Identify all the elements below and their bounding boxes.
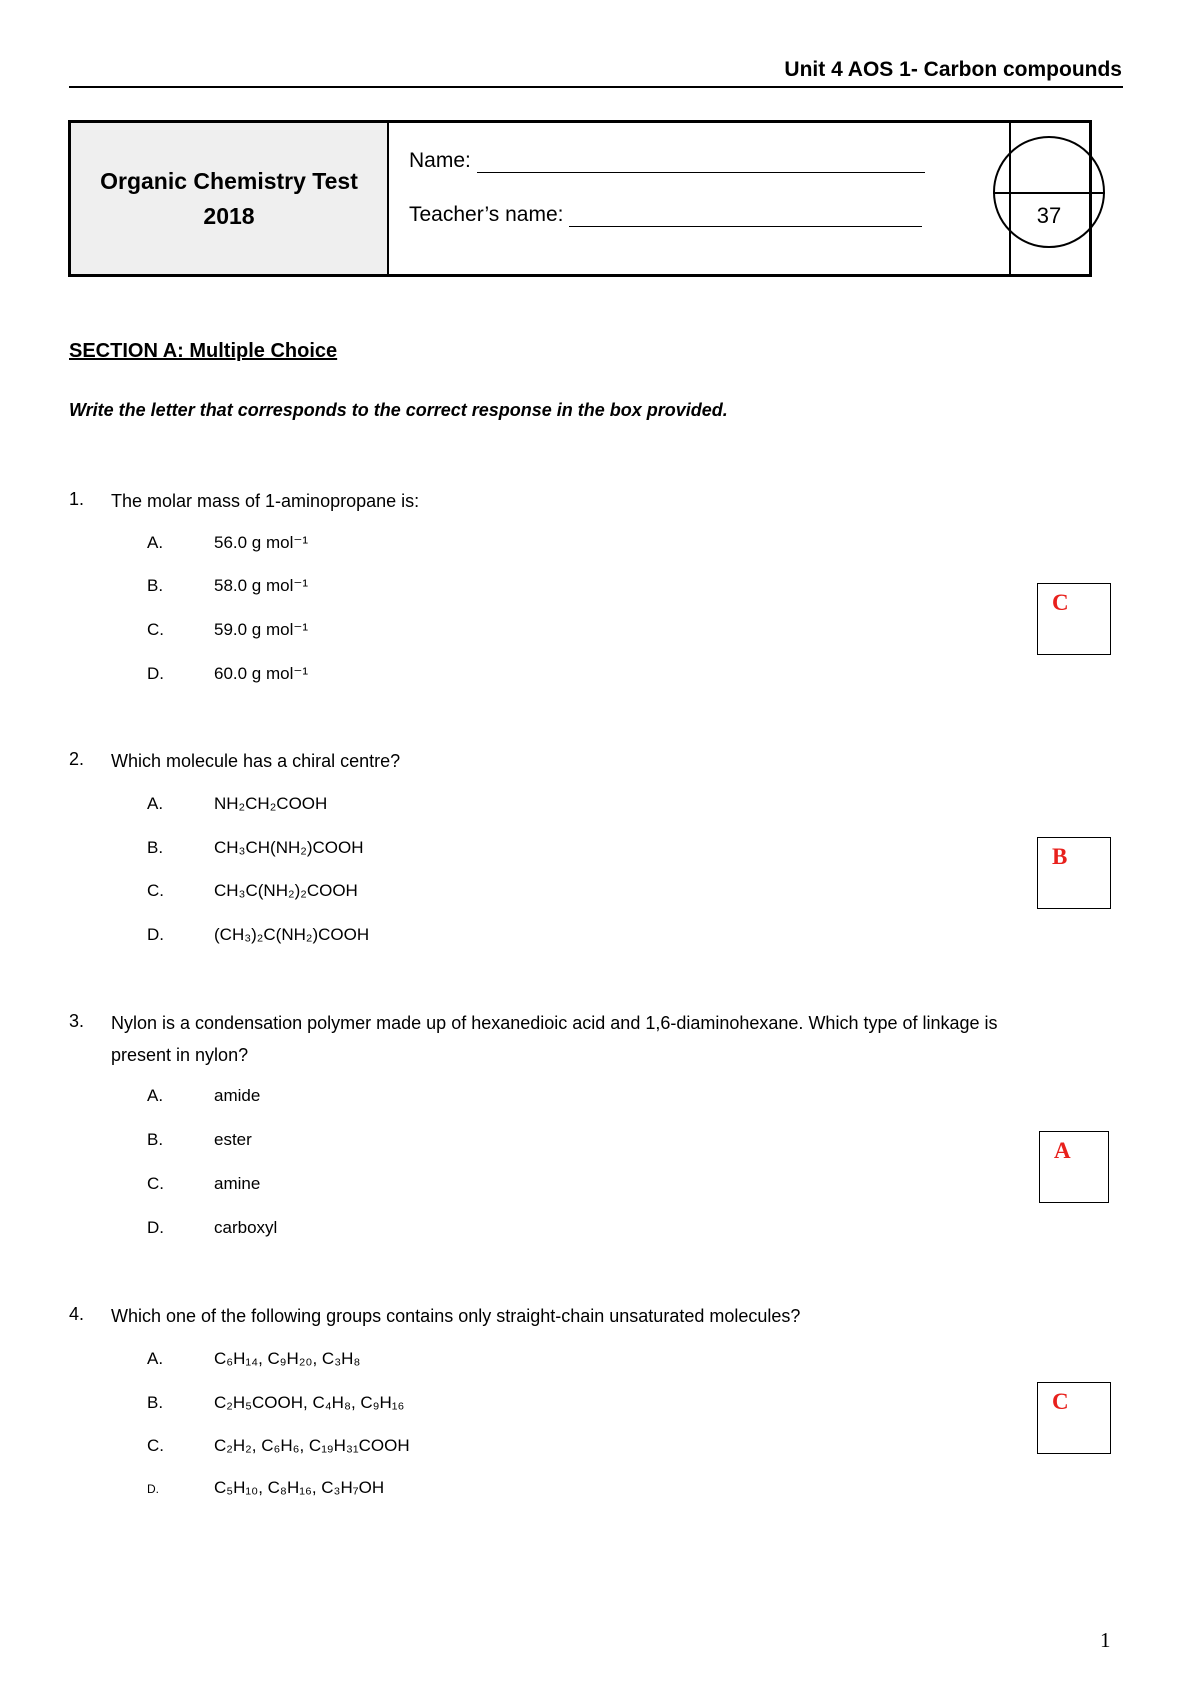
section-heading: SECTION A: Multiple Choice [69,340,338,362]
q1-option-a-text: 56.0 g mol⁻¹ [214,533,309,552]
question-1-text: The molar mass of 1-aminopropane is: [111,491,420,511]
q3-option-c-letter: C. [147,1174,164,1193]
teacher-label: Teacher’s name: [409,203,564,226]
q2-option-c-letter: C. [147,881,164,900]
q1-option-c-letter: C. [147,620,164,639]
q4-option-d-text: C₅H₁₀, C₈H₁₆, C₃H₇OH [214,1478,385,1497]
test-title-line1: Organic Chemistry Test [100,167,358,194]
q2-option-a-text: NH₂CH₂COOH [214,794,328,813]
q3-option-b-text: ester [214,1130,252,1149]
q4-option-a-letter: A. [147,1349,164,1368]
q1-option-a-letter: A. [147,533,164,552]
question-4-text: Which one of the following groups contains only straight-chain unsaturated molecules? [111,1306,801,1326]
q1-option-d-text: 60.0 g mol⁻¹ [214,664,309,683]
score-cell [1011,123,1089,274]
test-title [71,123,389,274]
q2-option-d-text: (CH₃)₂C(NH₂)COOH [214,925,370,944]
score-divider [993,192,1105,194]
q2-answer-box[interactable] [1037,837,1111,909]
q3-option-d-letter: D. [147,1218,164,1237]
test-year: 2018 [203,202,255,229]
q3-answer-box[interactable] [1039,1131,1109,1203]
q1-option-b-text: 58.0 g mol⁻¹ [214,576,309,595]
q3-option-b-letter: B. [147,1130,164,1149]
question-4-number: 4. [69,1304,85,1324]
q3-answer: A [1054,1138,1071,1163]
name-field[interactable] [409,148,925,173]
question-3-text-line1: Nylon is a condensation polymer made up of hexanedioic acid and 1,6-diaminohexane. Which type of linkage is [111,1013,998,1033]
teacher-line[interactable] [569,202,922,227]
q2-option-d-letter: D. [147,925,164,944]
running-head: Unit 4 AOS 1- Carbon compounds [784,58,1122,81]
q2-option-b-letter: B. [147,838,164,857]
q1-option-c-text: 59.0 g mol⁻¹ [214,620,309,639]
question-3-number: 3. [69,1011,85,1031]
question-3-text-line2: present in nylon? [111,1045,249,1065]
q3-option-a-text: amide [214,1086,261,1105]
student-fields [389,123,1011,274]
q1-answer-box[interactable] [1037,583,1111,655]
q4-option-d-letter: D. [147,1482,159,1496]
q4-answer-box[interactable] [1037,1382,1111,1454]
question-3-text [111,1007,1131,1071]
q4-option-a-text: C₆H₁₄, C₉H₂₀, C₃H₈ [214,1349,361,1368]
cover-box [68,120,1092,277]
q4-option-b-letter: B. [147,1393,164,1412]
q1-option-d-letter: D. [147,664,164,683]
instruction: Write the letter that corresponds to the correct response in the box provided. [69,400,728,420]
page-number: 1 [1100,1628,1111,1652]
q2-option-a-letter: A. [147,794,164,813]
q4-option-b-text: C₂H₅COOH, C₄H₈, C₉H₁₆ [214,1393,405,1412]
q4-option-c-text: C₂H₂, C₆H₆, C₁₉H₃₁COOH [214,1436,410,1455]
teacher-field[interactable] [409,202,922,227]
question-2-number: 2. [69,749,85,769]
q3-option-d-text: carboxyl [214,1218,278,1237]
q1-answer: C [1052,590,1069,615]
question-1-number: 1. [69,489,85,509]
header-rule [69,86,1123,88]
q2-answer: B [1052,844,1068,869]
q4-option-c-letter: C. [147,1436,164,1455]
q2-option-c-text: CH₃C(NH₂)₂COOH [214,881,358,900]
score-total: 37 [1036,203,1062,228]
q1-option-b-letter: B. [147,576,164,595]
q3-option-a-letter: A. [147,1086,164,1105]
name-line[interactable] [477,148,925,173]
q2-option-b-text: CH₃CH(NH₂)COOH [214,838,364,857]
q4-answer: C [1052,1389,1069,1414]
q3-option-c-text: amine [214,1174,261,1193]
name-label: Name: [409,149,471,172]
question-2-text: Which molecule has a chiral centre? [111,751,401,771]
